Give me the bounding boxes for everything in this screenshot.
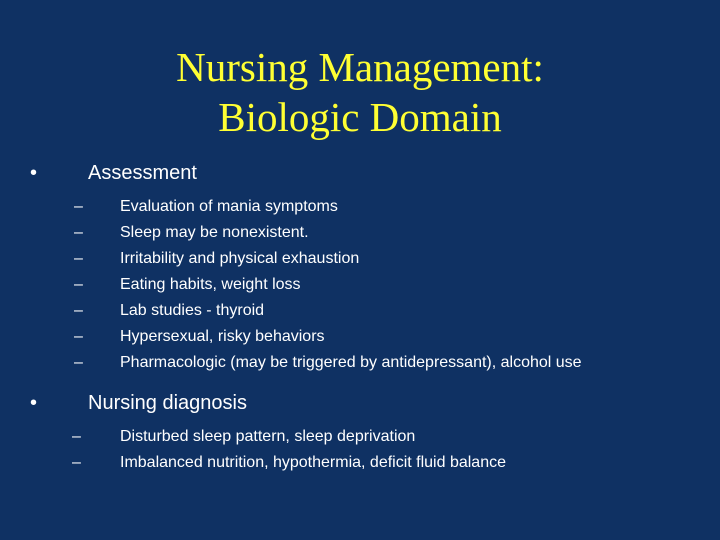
title-line-2: Biologic Domain: [218, 94, 502, 140]
list-item-text: Irritability and physical exhaustion: [120, 250, 360, 267]
list-item: [30, 350, 660, 376]
list-item-text: Sleep may be nonexistent.: [120, 224, 309, 241]
list-item-text: Hypersexual, risky behaviors: [120, 328, 325, 345]
dash-icon: –: [72, 428, 81, 445]
list-item: [30, 194, 660, 220]
list-item-text: Imbalanced nutrition, hypothermia, deficit fluid balance: [120, 454, 506, 471]
list-item: [30, 450, 700, 476]
list-item-text: Lab studies - thyroid: [120, 302, 265, 319]
dash-icon: –: [74, 198, 83, 215]
dash-icon: –: [74, 224, 83, 241]
bullet-icon: •: [30, 162, 38, 184]
dash-icon: –: [74, 250, 83, 267]
title-line-1: Nursing Management:: [176, 44, 544, 90]
section-heading: Nursing diagnosis: [88, 392, 247, 414]
list-item: [30, 272, 660, 298]
list-item: [30, 324, 660, 350]
list-item-text: Pharmacologic (may be triggered by antidepressant), alcohol use: [120, 354, 582, 371]
dash-icon: –: [74, 276, 83, 293]
slide-title: [0, 42, 720, 142]
assessment-list: [30, 194, 700, 376]
slide-content: [30, 158, 700, 476]
section-heading: Assessment: [88, 162, 197, 184]
list-item: [30, 424, 700, 450]
dash-icon: –: [72, 454, 81, 471]
dash-icon: –: [74, 328, 83, 345]
list-item-text: Disturbed sleep pattern, sleep deprivation: [120, 428, 416, 445]
list-item-text: Eating habits, weight loss: [120, 276, 301, 293]
list-item: [30, 246, 660, 272]
list-item: [30, 220, 660, 246]
section-assessment: [30, 158, 700, 188]
list-item-text: Evaluation of mania symptoms: [120, 198, 338, 215]
bullet-icon: •: [30, 392, 38, 414]
section-nursing-diagnosis: [30, 388, 700, 418]
dash-icon: –: [74, 354, 83, 371]
list-item: [30, 298, 660, 324]
dash-icon: –: [74, 302, 83, 319]
diagnosis-list: [30, 424, 700, 476]
